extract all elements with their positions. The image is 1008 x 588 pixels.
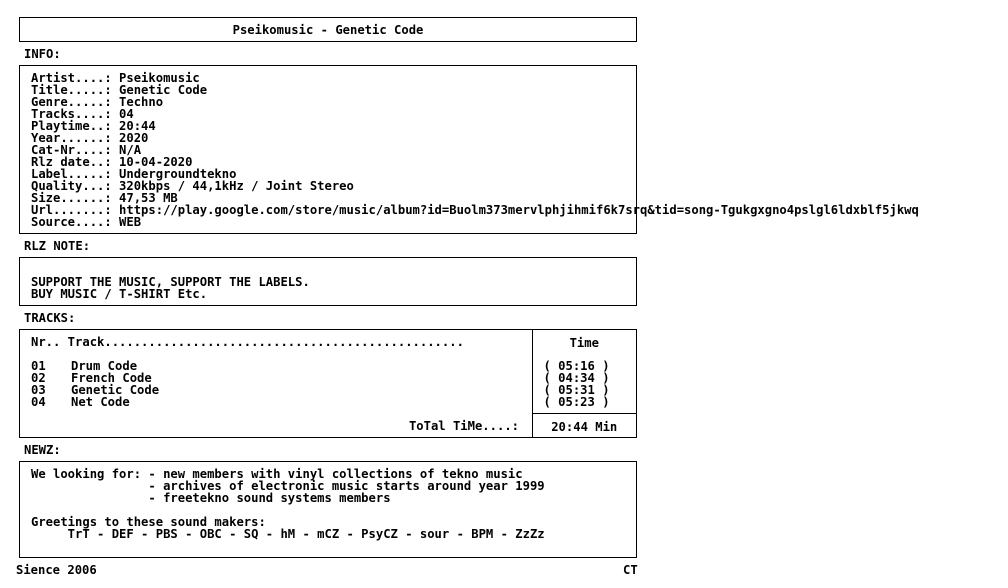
- track-time: ( 05:16 ): [543, 359, 610, 373]
- rlz-note-box: [19, 257, 637, 306]
- info-line: Label.....: Undergroundtekno: [31, 167, 237, 181]
- info-line: Genre.....: Techno: [31, 95, 164, 109]
- tracks-section-label: TRACKS:: [24, 311, 76, 325]
- newz-section-label: NEWZ:: [24, 443, 61, 457]
- info-lines: [31, 72, 919, 228]
- info-line: Size......: 47,53 MB: [31, 191, 178, 205]
- track-name: Genetic Code: [71, 383, 160, 397]
- info-line: Quality...: 320kbps / 44,1kHz / Joint Stereo: [31, 179, 354, 193]
- info-line: Url.......: https://play.google.com/store/music/album?id=Buolm373mervlphjihmif6k7srq&tid=song-Tgukgxgno4pslgl6ldxblf5jkwq: [31, 203, 919, 217]
- time-column-box: [532, 329, 638, 414]
- track-number: 04: [31, 395, 46, 409]
- time-rows: [544, 360, 610, 408]
- footer-left: Sience 2006: [16, 563, 97, 577]
- info-line: Year......: 2020: [31, 131, 149, 145]
- newz-lines: [31, 468, 545, 540]
- track-name: Net Code: [71, 395, 130, 409]
- track-row: [31, 396, 159, 408]
- rlz-note-line: BUY MUSIC / T-SHIRT Etc.: [31, 287, 208, 301]
- track-number: 02: [31, 371, 46, 385]
- info-line: Cat-Nr....: N/A: [31, 143, 142, 157]
- rlz-note-label: RLZ NOTE:: [24, 239, 91, 253]
- info-line: Artist....: Pseikomusic: [31, 71, 200, 85]
- info-line: Playtime..: 20:44: [31, 119, 156, 133]
- title-box: [19, 17, 637, 42]
- total-time-box: [532, 413, 638, 439]
- newz-line: Greetings to these sound makers:: [31, 515, 266, 529]
- tracklist-header: Nr.. Track.................................................: [31, 335, 464, 349]
- newz-line: - freetekno sound systems members: [31, 491, 391, 505]
- info-section-label: INFO:: [24, 47, 61, 61]
- time-header: Time: [569, 336, 599, 350]
- tracklist-box: [19, 329, 533, 438]
- info-line: Rlz date..: 10-04-2020: [31, 155, 193, 169]
- track-number: 03: [31, 383, 46, 397]
- newz-box: [19, 461, 637, 558]
- track-time: ( 05:23 ): [543, 395, 610, 409]
- newz-line: TrT - DEF - PBS - OBC - SQ - hM - mCZ - PsyCZ - sour - BPM - ZzZz: [31, 527, 545, 541]
- track-time: ( 05:31 ): [543, 383, 610, 397]
- newz-line: We looking for: - new members with vinyl collections of tekno music: [31, 467, 523, 481]
- rlz-note-line: SUPPORT THE MUSIC, SUPPORT THE LABELS.: [31, 275, 310, 289]
- footer-right: CT: [623, 563, 638, 577]
- total-time-label: ToTal TiMe....:: [408, 419, 519, 433]
- total-time-value: 20:44 Min: [551, 419, 618, 434]
- page-title: Pseikomusic - Genetic Code: [232, 23, 424, 37]
- track-name: French Code: [71, 371, 152, 385]
- info-line: Title.....: Genetic Code: [31, 83, 208, 97]
- track-time: ( 04:34 ): [543, 371, 610, 385]
- info-box: [19, 65, 919, 234]
- track-rows: [31, 360, 159, 408]
- track-name: Drum Code: [71, 359, 138, 373]
- info-line: Source....: WEB: [31, 215, 142, 229]
- info-line: Tracks....: 04: [31, 107, 134, 121]
- newz-line: - archives of electronic music starts around year 1999: [31, 479, 545, 493]
- track-number: 01: [31, 359, 46, 373]
- rlz-note-lines: [31, 276, 310, 300]
